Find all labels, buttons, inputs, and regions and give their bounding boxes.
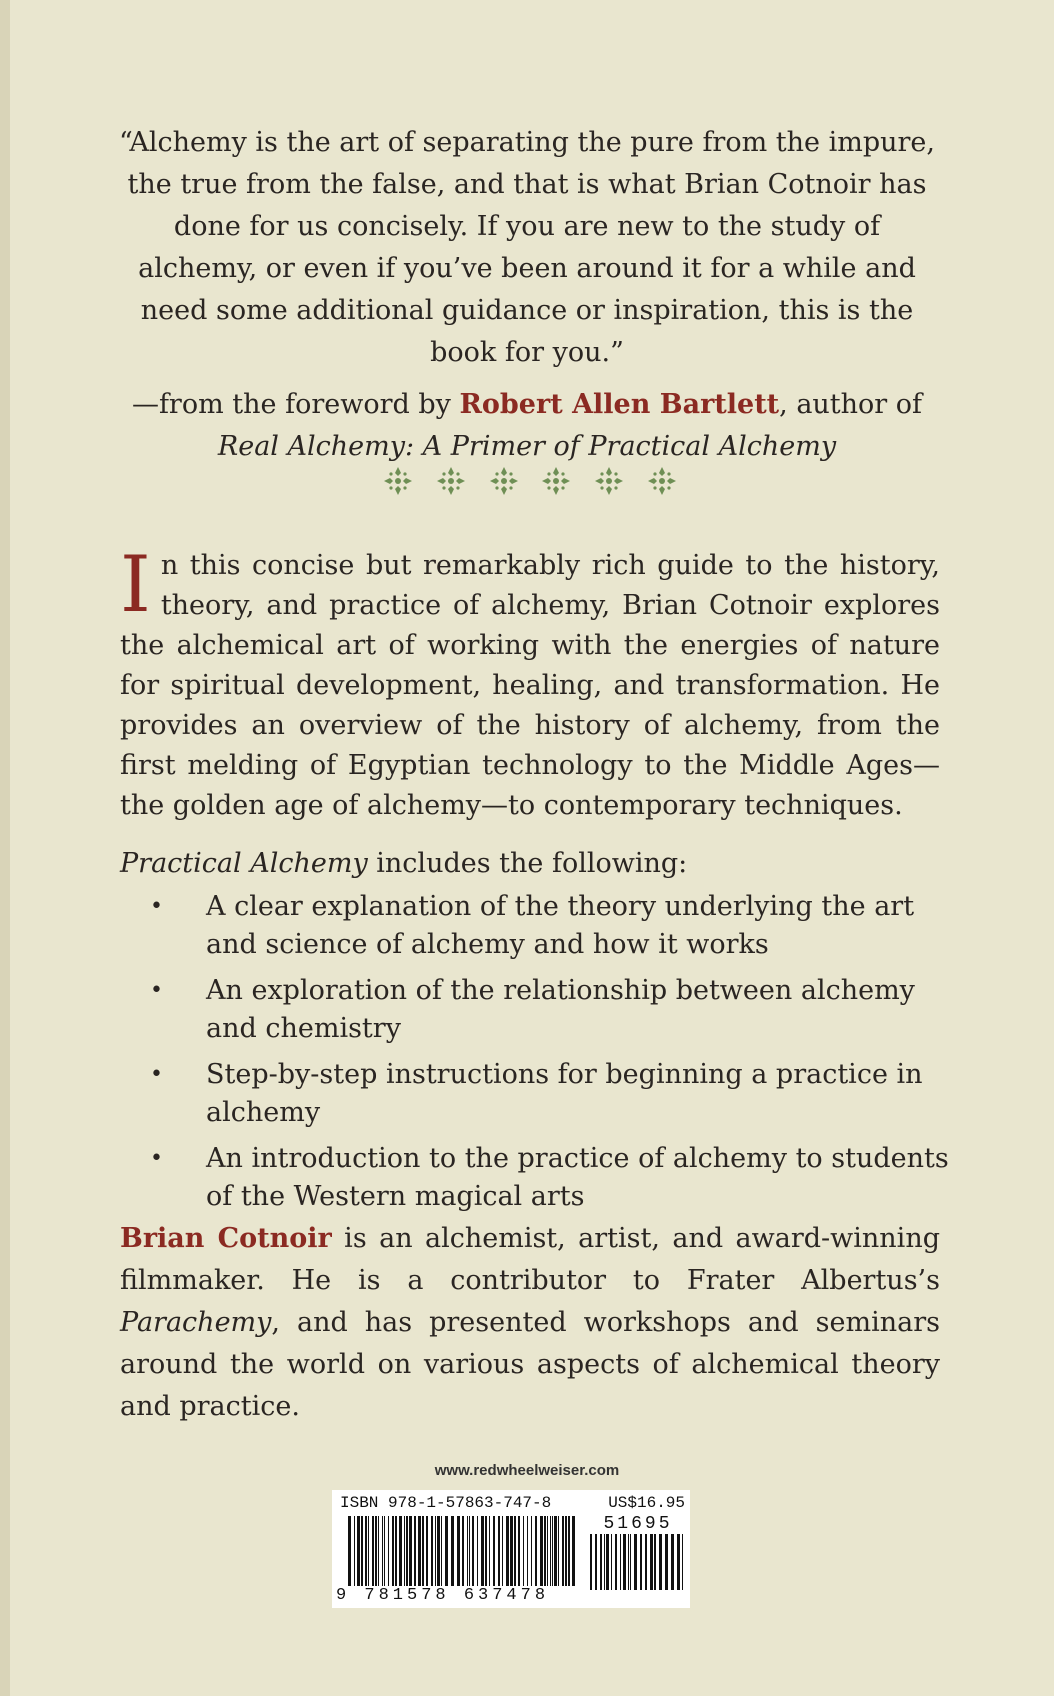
includes-suffix: includes the following: [367, 848, 688, 879]
spine-edge [0, 0, 10, 1696]
list-item-text: An exploration of the relationship between alchemy and chemistry [206, 975, 915, 1044]
isbn-line [340, 1494, 685, 1512]
barcode-block [332, 1490, 690, 1608]
list-item-text: A clear explanation of the theory underlying the art and science of alchemy and how it works [206, 891, 915, 960]
attribution-suffix: , author of [779, 389, 923, 420]
list-item-text: An introduction to the practice of alchemy to students of the Western magical arts [206, 1143, 949, 1212]
foreword-quote [118, 122, 936, 468]
publisher-website: www.redwheelweiser.com [434, 1462, 620, 1479]
quote-attribution [118, 384, 936, 468]
attribution-prefix: —from the foreword by [131, 389, 460, 420]
barcode-digits: 9 781578 637478 [336, 1586, 550, 1605]
drop-cap: I [120, 540, 151, 630]
bullet-icon: • [150, 1062, 163, 1087]
ornament-divider [380, 463, 680, 503]
fleuron-icon [644, 463, 680, 499]
price-text: US$16.95 [608, 1494, 685, 1512]
bullet-icon: • [150, 1146, 163, 1171]
addon-digits: 51695 [603, 1514, 673, 1534]
fleuron-icon [486, 463, 522, 499]
includes-heading [120, 844, 687, 884]
fleuron-icon [591, 463, 627, 499]
book-description [120, 540, 940, 826]
quote-text: “Alchemy is the art of separating the pure from the impure, the true from the false, and that is what Brian Cotnoir has done for us concisely. If you are new to the study of alchemy, or even if you’ve been around it for a while and need some additional guidance or inspiration, this is the book for you.” [119, 127, 935, 368]
bio-text-2: , and has presented workshops and seminars around the world on various aspects of alchemical theory and practice. [120, 1307, 940, 1422]
author-bio [120, 1218, 940, 1428]
list-item [150, 888, 950, 964]
list-item-text: Step-by-step instructions for beginning a practice in alchemy [206, 1059, 923, 1128]
includes-book-title: Practical Alchemy [120, 848, 368, 879]
fleuron-icon [380, 463, 416, 499]
bio-text-1: is an alchemist, artist, and award-winning filmmaker. He is a contributor to Frater Albertus’s [120, 1223, 940, 1296]
attribution-book: Real Alchemy: A Primer of Practical Alchemy [217, 431, 837, 462]
attribution-name: Robert Allen Bartlett [459, 389, 780, 420]
features-list [150, 888, 950, 1224]
list-item [150, 1140, 950, 1216]
fleuron-icon [433, 463, 469, 499]
barcode-addon [590, 1534, 686, 1590]
bullet-icon: • [150, 978, 163, 1003]
fleuron-icon [538, 463, 574, 499]
list-item [150, 1056, 950, 1132]
bio-book: Parachemy [120, 1307, 272, 1338]
isbn-text: ISBN 978-1-57863-747-8 [340, 1494, 552, 1512]
author-name: Brian Cotnoir [120, 1223, 332, 1254]
barcode-main [348, 1516, 578, 1586]
bullet-icon: • [150, 894, 163, 919]
list-item [150, 972, 950, 1048]
description-text: n this concise but remarkably rich guide to the history, theory, and practice of alchemy, Brian Cotnoir explores the alchemical art of working with the energies of nature for spiritual development, healing, and transformation. He provides an overview of the history of alchemy, from the first melding of Egyptian technology to the Middle Ages—the golden age of alchemy—to contemporary techniques. [120, 550, 940, 821]
